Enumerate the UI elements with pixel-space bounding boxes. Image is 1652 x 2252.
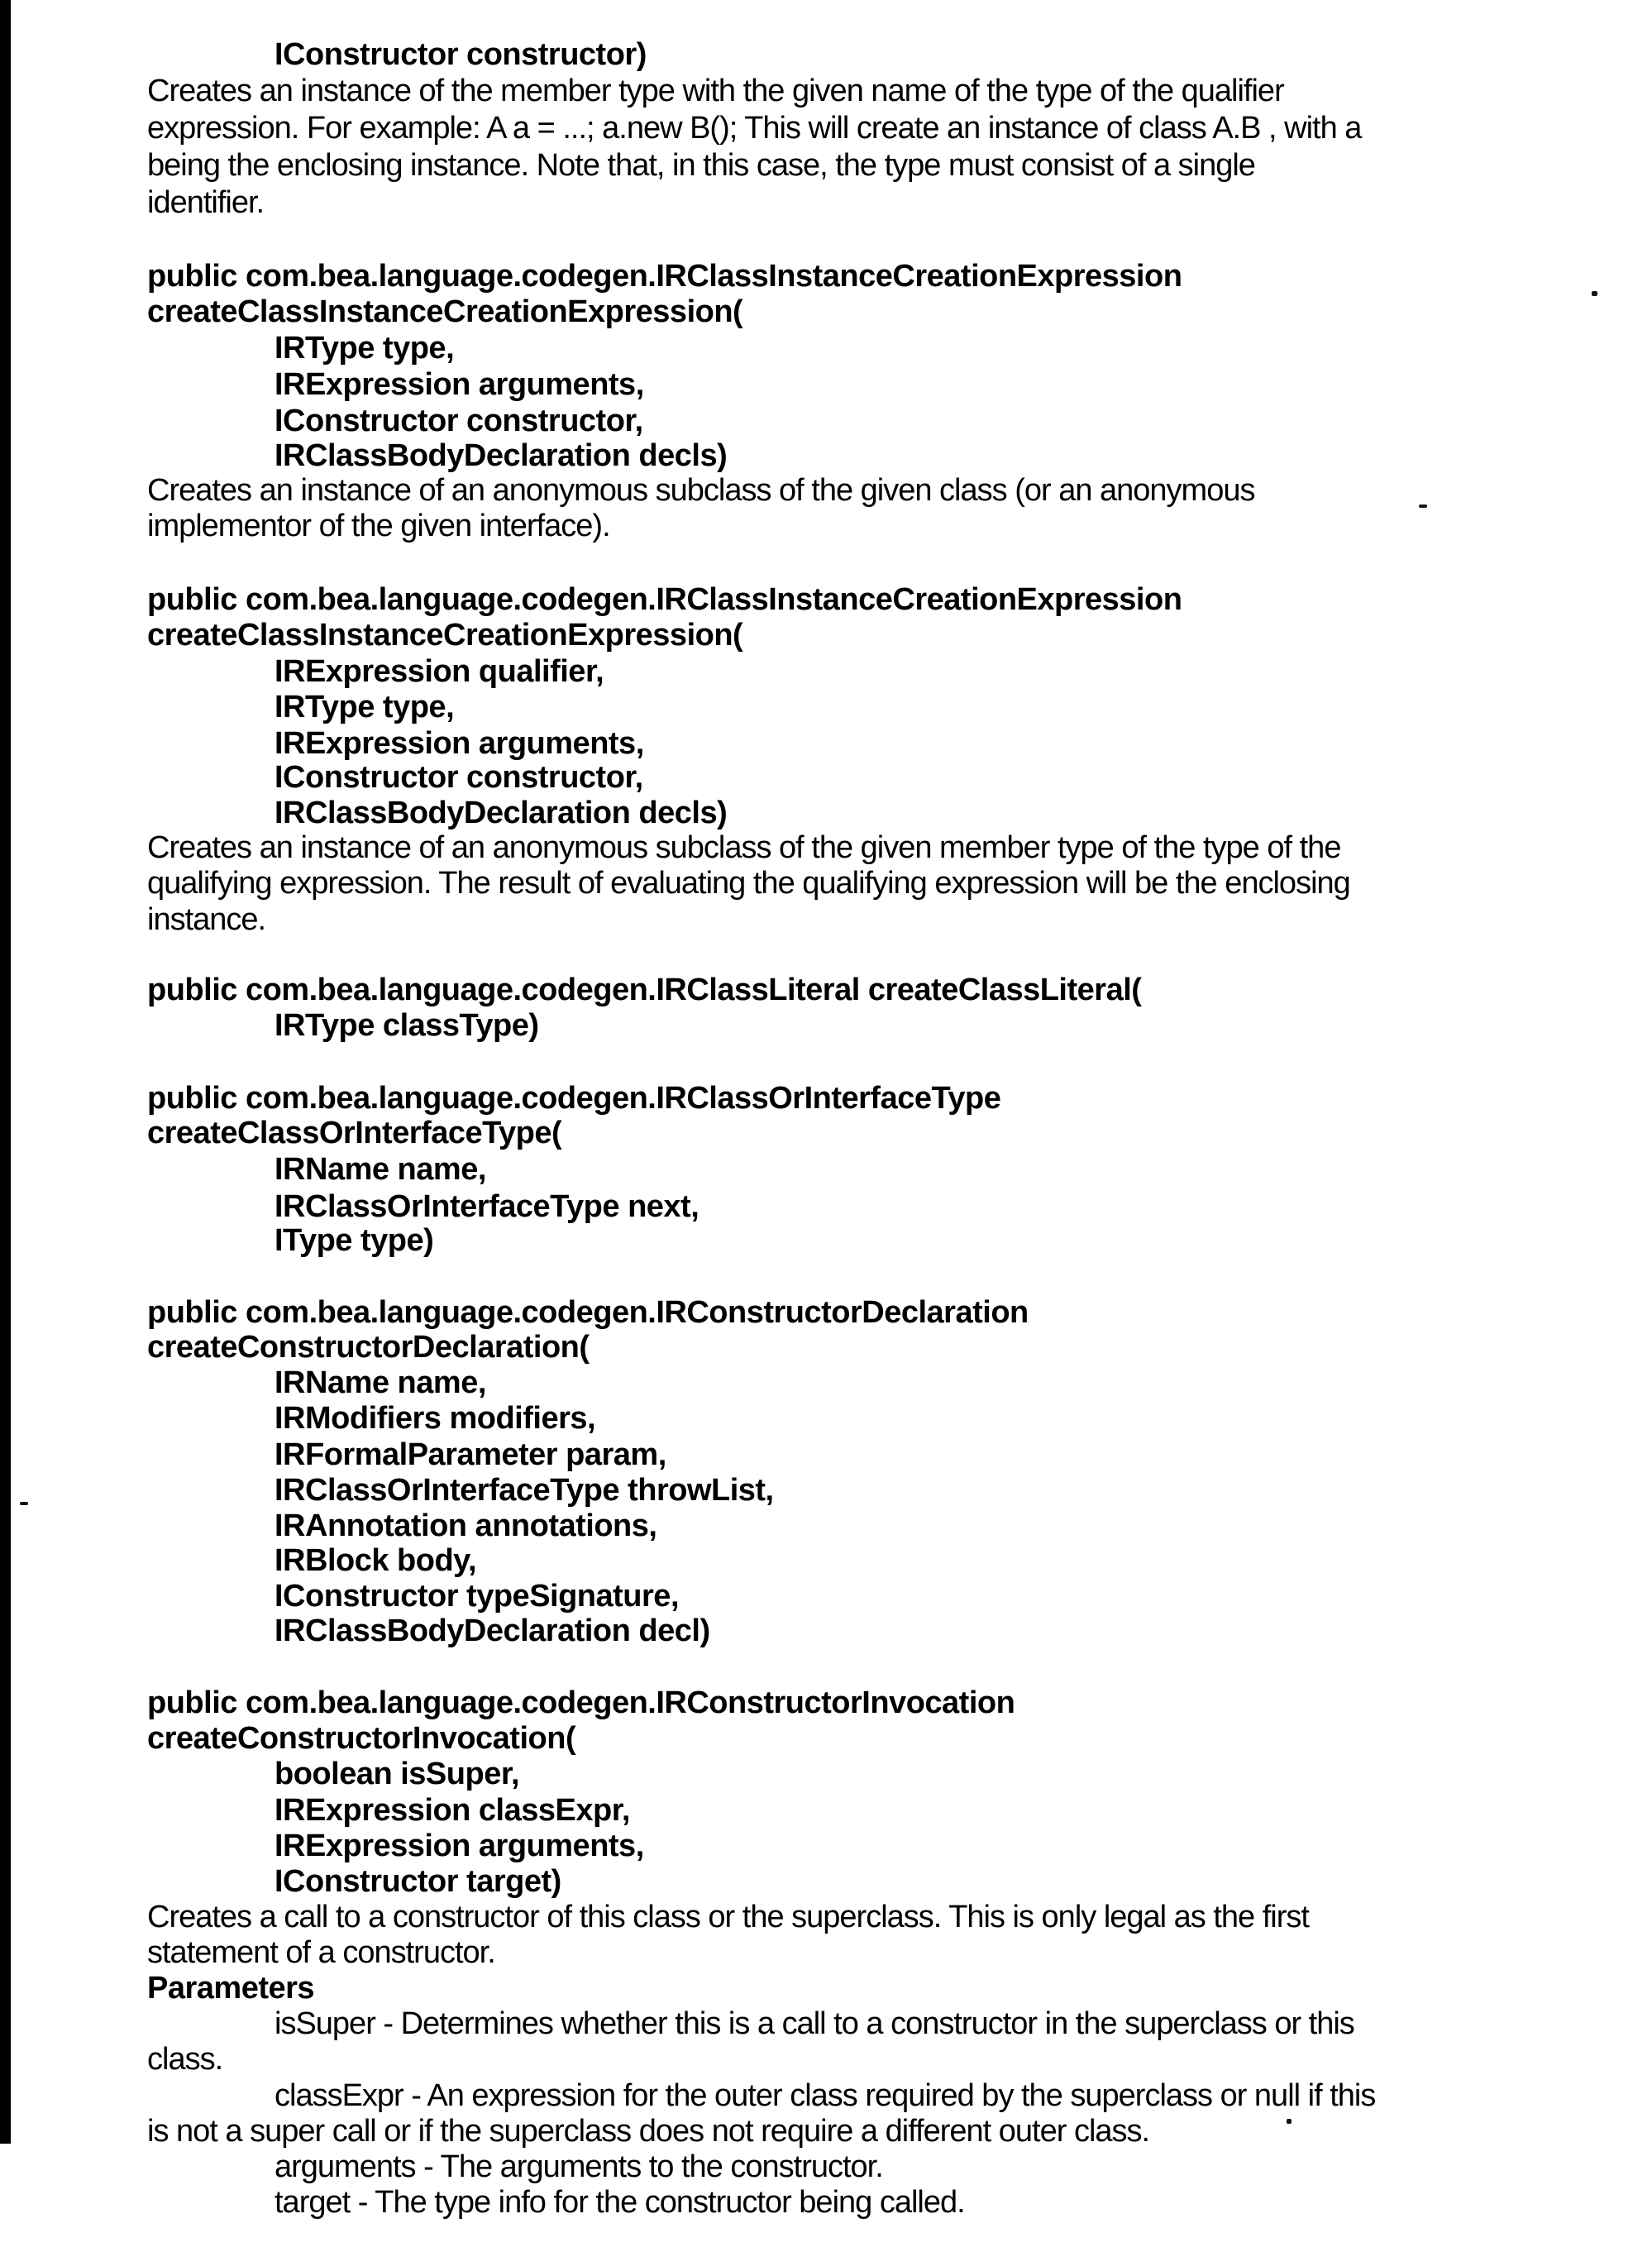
doc-line: IRClassBodyDeclaration decls) bbox=[275, 438, 728, 473]
doc-line: being the enclosing instance. Note that, in this case, the type must consist of a single bbox=[147, 148, 1255, 183]
doc-line: IRAnnotation annotations, bbox=[275, 1509, 657, 1543]
doc-line: IRFormalParameter param, bbox=[275, 1437, 666, 1472]
doc-line: Creates an instance of the member type with the given name of the type of the qualifier bbox=[147, 74, 1284, 108]
doc-line: IRExpression qualifier, bbox=[275, 654, 604, 689]
doc-line: IRClassOrInterfaceType throwList, bbox=[275, 1473, 774, 1508]
doc-line: IConstructor constructor, bbox=[275, 404, 643, 438]
doc-line: Creates an instance of an anonymous subclass of the given member type of the type of the bbox=[147, 830, 1341, 865]
doc-line: IRBlock body, bbox=[275, 1543, 477, 1578]
doc-line: public com.bea.language.codegen.IRClassInstanceCreationExpression bbox=[147, 259, 1182, 294]
scan-speck bbox=[1419, 504, 1427, 508]
doc-line: target - The type info for the constructor being called. bbox=[275, 2185, 965, 2220]
doc-line: is not a super call or if the superclass does not require a different outer class. bbox=[147, 2114, 1150, 2149]
doc-line: public com.bea.language.codegen.IRClassLiteral createClassLiteral( bbox=[147, 973, 1142, 1007]
doc-line: public com.bea.language.codegen.IRConstructorInvocation bbox=[147, 1685, 1015, 1720]
doc-line: arguments - The arguments to the constructor. bbox=[275, 2149, 883, 2184]
doc-line: Parameters bbox=[147, 1971, 315, 2006]
doc-line: Creates a call to a constructor of this class or the superclass. This is only legal as the first bbox=[147, 1900, 1309, 1934]
doc-line: IRClassBodyDeclaration decl) bbox=[275, 1614, 710, 1648]
doc-line: boolean isSuper, bbox=[275, 1757, 520, 1791]
doc-line: IRExpression classExpr, bbox=[275, 1793, 630, 1828]
doc-line: IRModifiers modifiers, bbox=[275, 1401, 596, 1436]
doc-line: public com.bea.language.codegen.IRClassInstanceCreationExpression bbox=[147, 582, 1182, 617]
doc-line: IRExpression arguments, bbox=[275, 726, 644, 761]
doc-line: implementor of the given interface). bbox=[147, 509, 610, 543]
scan-speck bbox=[1592, 291, 1597, 296]
doc-line: IRType type, bbox=[275, 331, 455, 366]
doc-line: IRExpression arguments, bbox=[275, 1829, 644, 1863]
doc-line: createConstructorInvocation( bbox=[147, 1721, 576, 1756]
doc-line: IConstructor typeSignature, bbox=[275, 1579, 679, 1614]
doc-line: classExpr - An expression for the outer class required by the superclass or null if this bbox=[275, 2078, 1376, 2113]
doc-line: identifier. bbox=[147, 185, 265, 220]
doc-line: IRClassOrInterfaceType next, bbox=[275, 1189, 699, 1224]
doc-line: IConstructor constructor, bbox=[275, 760, 643, 795]
doc-line: public com.bea.language.codegen.IRConstructorDeclaration bbox=[147, 1295, 1029, 1330]
scan-speck bbox=[20, 1502, 28, 1505]
doc-line: IRClassBodyDeclaration decls) bbox=[275, 796, 728, 830]
doc-line: IRType classType) bbox=[275, 1008, 539, 1043]
doc-line: instance. bbox=[147, 902, 266, 937]
doc-line: statement of a constructor. bbox=[147, 1935, 495, 1970]
doc-line: createClassOrInterfaceType( bbox=[147, 1116, 562, 1150]
doc-line: IRName name, bbox=[275, 1152, 486, 1187]
doc-line: IRName name, bbox=[275, 1365, 486, 1400]
scan-speck bbox=[1287, 2119, 1292, 2124]
doc-line: createClassInstanceCreationExpression( bbox=[147, 618, 743, 653]
doc-line: createClassInstanceCreationExpression( bbox=[147, 294, 743, 329]
doc-line: createConstructorDeclaration( bbox=[147, 1330, 590, 1365]
doc-line: IConstructor constructor) bbox=[275, 37, 647, 72]
doc-line: IType type) bbox=[275, 1223, 434, 1258]
doc-line: IConstructor target) bbox=[275, 1864, 561, 1899]
doc-line: IRType type, bbox=[275, 690, 455, 724]
doc-line: public com.bea.language.codegen.IRClassOrInterfaceType bbox=[147, 1081, 1001, 1116]
doc-line: class. bbox=[147, 2042, 223, 2077]
doc-line: IRExpression arguments, bbox=[275, 367, 644, 402]
doc-line: Creates an instance of an anonymous subclass of the given class (or an anonymous bbox=[147, 473, 1255, 508]
doc-line: expression. For example: A a = ...; a.new B(); This will create an instance of class A.B , with a bbox=[147, 111, 1362, 146]
doc-line: isSuper - Determines whether this is a call to a constructor in the superclass or this bbox=[275, 2006, 1354, 2041]
doc-line: qualifying expression. The result of evaluating the qualifying expression will be the enclosing bbox=[147, 866, 1350, 901]
